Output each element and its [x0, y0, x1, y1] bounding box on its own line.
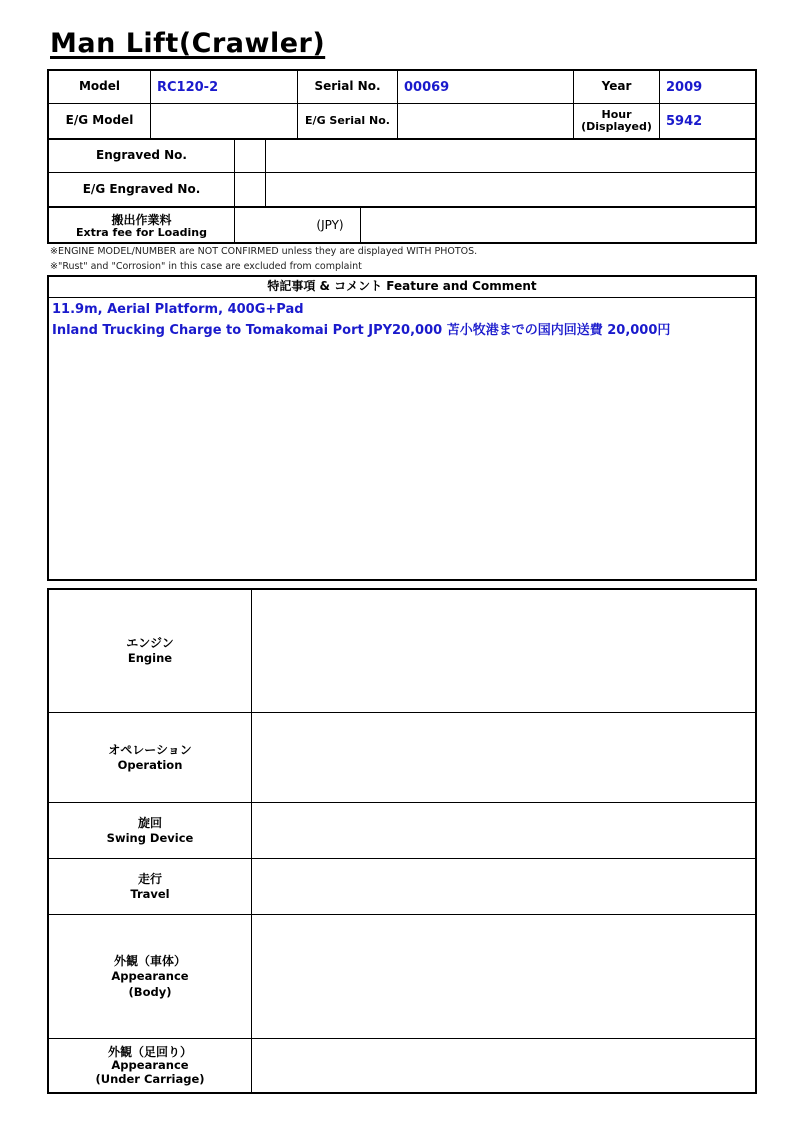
note-rust: ※"Rust" and "Corrosion" in this case are excluded from complaint	[50, 261, 362, 272]
page-title: Man Lift(Crawler)	[50, 28, 326, 59]
model-label: Model	[78, 79, 121, 94]
hour-value: 5942	[666, 113, 703, 129]
section-en: Appearance	[111, 969, 189, 984]
section-undercarriage-value	[253, 1039, 755, 1092]
section-swing-value	[253, 803, 755, 858]
section-en: Swing Device	[106, 830, 194, 845]
eg-model-value	[151, 104, 297, 138]
eg-engraved-label: E/G Engraved No.	[82, 181, 201, 196]
section-jp: 外観（車体）	[113, 953, 186, 968]
section-operation-label	[49, 713, 251, 802]
section-swing-label	[49, 803, 251, 858]
year-value: 2009	[666, 79, 703, 95]
section-en2: (Under Carriage)	[95, 1071, 205, 1086]
eg-serial-label: E/G Serial No.	[305, 113, 390, 127]
section-jp: 外観（足回り）	[107, 1044, 192, 1059]
hour-label-line1: Hour	[601, 107, 632, 121]
section-engine-label	[49, 590, 251, 712]
section-body-value	[253, 915, 755, 1038]
extra-fee-label	[49, 208, 234, 244]
section-en: Appearance	[111, 1057, 189, 1072]
section-undercarriage-label	[49, 1039, 251, 1092]
eg-serial-value	[398, 104, 573, 138]
section-jp: エンジン	[126, 636, 174, 651]
hour-label	[574, 104, 659, 138]
info-col-divider	[234, 138, 235, 244]
inspection-col-divider	[251, 588, 252, 1094]
note-engine: ※ENGINE MODEL/NUMBER are NOT CONFIRMED unless they are displayed WITH PHOTOS.	[50, 246, 478, 257]
section-body-label	[49, 915, 251, 1038]
serial-value: 00069	[404, 79, 450, 95]
section-en: Travel	[130, 886, 170, 901]
section-jp: 走行	[137, 871, 162, 886]
currency-label: (JPY)	[316, 218, 344, 233]
model-value: RC120-2	[157, 79, 219, 95]
section-en: Operation	[117, 757, 183, 772]
section-engine-value	[253, 590, 755, 712]
info-col-divider	[265, 138, 266, 206]
section-travel-label	[49, 859, 251, 914]
hour-label-line2: (Displayed)	[581, 120, 652, 133]
section-en2: (Body)	[128, 984, 172, 999]
section-jp: 旋回	[137, 815, 162, 830]
comment-line: Inland Trucking Charge to Tomakomai Port JPY20,000 苫小牧港までの国内回送費 20,000円	[52, 323, 671, 338]
info-col-divider	[360, 206, 361, 244]
section-operation-value	[253, 713, 755, 802]
comment-header: 特記事項 & コメント Feature and Comment	[267, 279, 537, 294]
section-jp: オペレーション	[108, 742, 192, 757]
extra-fee-label-en: Extra fee for Loading	[75, 225, 208, 239]
section-en: Engine	[127, 651, 173, 666]
section-travel-value	[253, 859, 755, 914]
eg-model-label: E/G Model	[65, 113, 134, 128]
engraved-label: Engraved No.	[96, 148, 187, 163]
serial-label: Serial No.	[314, 79, 381, 94]
comment-line: 11.9m, Aerial Platform, 400G+Pad	[52, 302, 304, 317]
year-label: Year	[601, 79, 632, 94]
comment-header-divider	[47, 297, 757, 298]
extra-fee-label-jp: 搬出作業料	[111, 212, 172, 227]
